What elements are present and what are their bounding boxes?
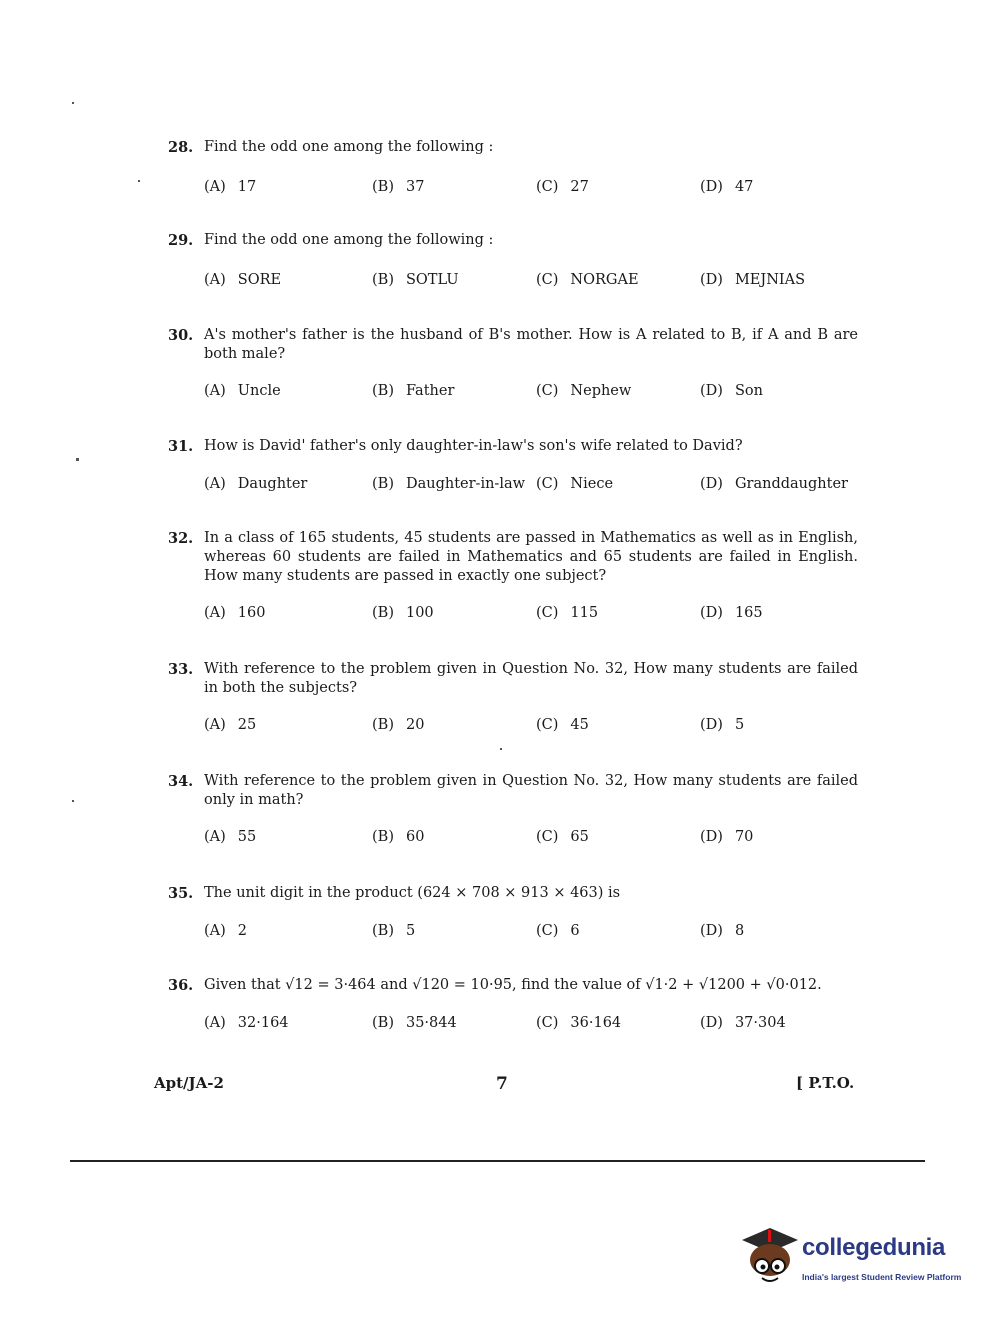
question-number: 31.: [168, 438, 194, 455]
option-row: [204, 716, 864, 738]
option-row: [204, 271, 864, 293]
question-36: [168, 976, 858, 1031]
option-a: (A) 160: [204, 605, 266, 621]
option-row: [204, 922, 864, 944]
option-d: (D) Son: [700, 383, 763, 399]
option-c: (C) 45: [536, 717, 589, 733]
question-number: 34.: [168, 773, 194, 790]
option-b: (B) 35·844: [372, 1015, 457, 1031]
question-number: 35.: [168, 885, 194, 902]
option-d: (D) 47: [700, 179, 754, 195]
option-a: (A) Uncle: [204, 383, 281, 399]
page-divider: [70, 1160, 925, 1162]
question-number: 30.: [168, 327, 194, 344]
question-32: [168, 529, 858, 621]
option-b: (B) Father: [372, 383, 455, 399]
option-b: (B) 37: [372, 179, 425, 195]
option-b: (B) 60: [372, 829, 425, 845]
question-text: A's mother's father is the husband of B's mother. How is A related to B, if A and B are both male?: [204, 327, 858, 362]
option-c: (C) Nephew: [536, 383, 632, 399]
scan-speck: [76, 458, 79, 461]
question-number: 32.: [168, 530, 194, 547]
scan-speck: [500, 748, 502, 750]
option-b: (B) 100: [372, 605, 434, 621]
option-d: (D) 37·304: [700, 1015, 786, 1031]
question-text: The unit digit in the product (624 × 708 × 913 × 463) is: [204, 885, 621, 901]
question-33: [168, 660, 858, 733]
option-b: (B) 5: [372, 923, 416, 939]
question-31: [168, 437, 858, 492]
option-c: (C) NORGAE: [536, 272, 639, 288]
paper-code: Apt/JA-2: [154, 1074, 224, 1092]
option-a: (A) 2: [204, 923, 248, 939]
page-number: 7: [496, 1074, 508, 1094]
option-c: (C) Niece: [536, 476, 614, 492]
option-d: (D) 70: [700, 829, 754, 845]
option-c: (C) 65: [536, 829, 589, 845]
option-a: (A) 17: [204, 179, 257, 195]
question-30: [168, 326, 858, 399]
option-c: (C) 115: [536, 605, 599, 621]
option-d: (D) Granddaughter: [700, 476, 848, 492]
question-number: 28.: [168, 139, 194, 156]
question-text: In a class of 165 students, 45 students are passed in Mathematics as well as in English, whereas 60 students are failed in Mathematics and 65 students are failed in English. How many students are passed in exactly one subject?: [204, 530, 858, 584]
option-c: (C) 36·164: [536, 1015, 622, 1031]
question-35: [168, 884, 858, 939]
question-text: How is David' father's only daughter-in-law's son's wife related to David?: [204, 438, 743, 454]
question-number: 29.: [168, 232, 194, 249]
option-b: (B) Daughter-in-law: [372, 476, 526, 492]
pto-note: [ P.T.O.: [796, 1074, 855, 1092]
question-text: Given that √12 = 3·464 and √120 = 10·95, find the value of √1·2 + √1200 + √0·012.: [204, 977, 822, 993]
option-row: [204, 475, 864, 497]
question-29: [168, 231, 858, 288]
brand-name: collegedunia: [802, 1234, 946, 1261]
option-a: (A) SORE: [204, 272, 282, 288]
option-b: (B) SOTLU: [372, 272, 459, 288]
question-34: [168, 772, 858, 845]
option-a: (A) Daughter: [204, 476, 308, 492]
scan-speck: [72, 102, 74, 104]
question-number: 36.: [168, 977, 194, 994]
option-d: (D) MEJNIAS: [700, 272, 806, 288]
option-row: [204, 382, 864, 404]
option-a: (A) 55: [204, 829, 257, 845]
question-text: Find the odd one among the following :: [204, 139, 494, 155]
option-d: (D) 165: [700, 605, 763, 621]
option-d: (D) 5: [700, 717, 745, 733]
question-text: With reference to the problem given in Question No. 32, How many students are failed only in math?: [204, 773, 858, 808]
question-number: 33.: [168, 661, 194, 678]
brand-tagline: India's largest Student Review Platform: [802, 1272, 962, 1282]
scan-speck: [138, 180, 140, 182]
option-row: [204, 1014, 864, 1036]
question-text: Find the odd one among the following :: [204, 232, 494, 248]
question-text: With reference to the problem given in Question No. 32, How many students are failed in both the subjects?: [204, 661, 858, 696]
option-row: [204, 178, 864, 200]
option-c: (C) 6: [536, 923, 580, 939]
option-d: (D) 8: [700, 923, 745, 939]
option-row: [204, 828, 864, 850]
mascot-icon: [740, 1226, 800, 1296]
option-row: [204, 604, 864, 626]
option-a: (A) 32·164: [204, 1015, 289, 1031]
option-b: (B) 20: [372, 717, 425, 733]
option-a: (A) 25: [204, 717, 257, 733]
question-28: [168, 138, 858, 195]
option-c: (C) 27: [536, 179, 589, 195]
scan-speck: [72, 800, 74, 802]
collegedunia-watermark: [740, 1226, 970, 1296]
